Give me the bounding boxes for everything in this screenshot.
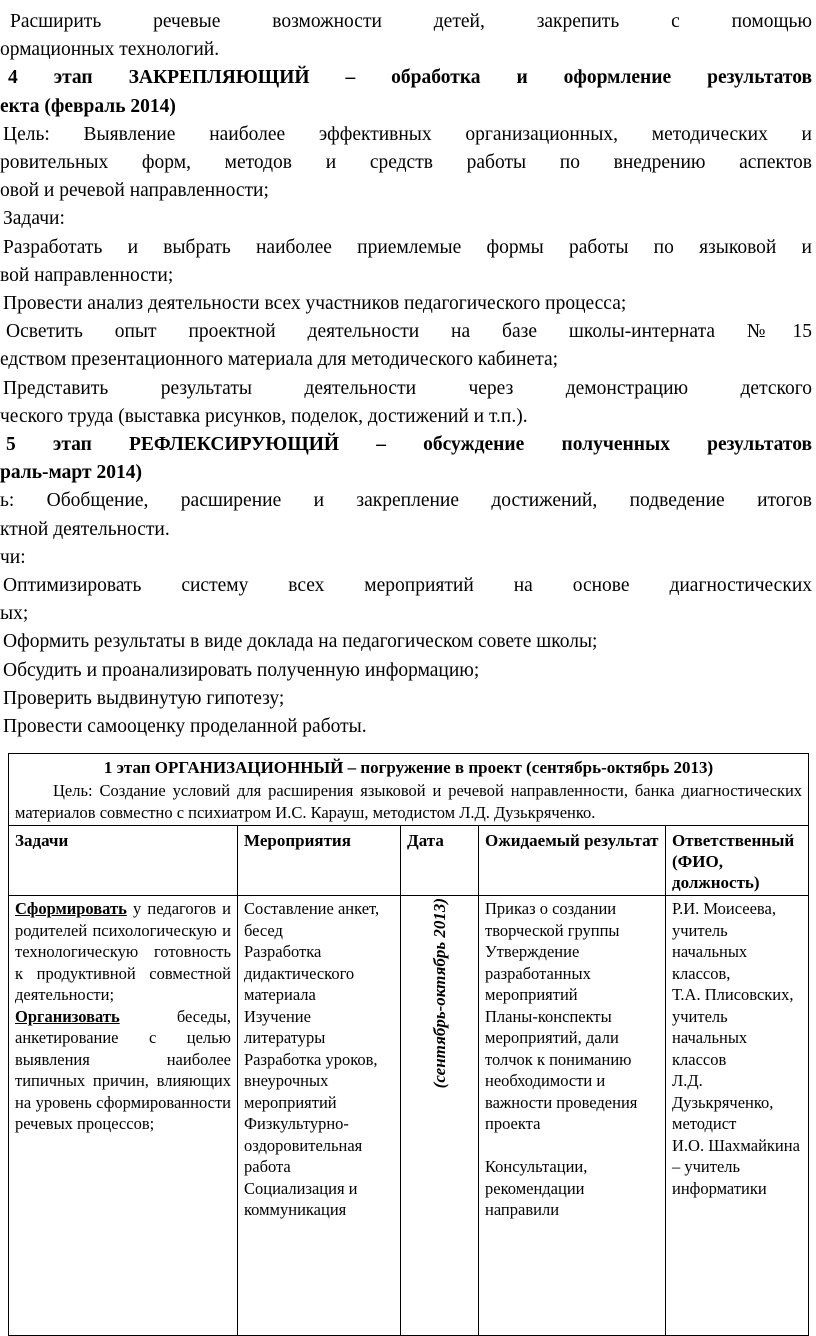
text-line: ых; [0,603,29,625]
text-line: ческого труда (выставка рисунков, поделок, достижений и т.п.). [0,405,528,427]
stage-title: 1 этап ОРГАНИЗАЦИОННЫЙ – погружение в проект (сентябрь-октябрь 2013) [103,758,714,778]
stage-table [8,753,809,1336]
text-line: Осветить опыт проектной деятельности на базе школы-интерната №15 [6,321,812,343]
text-line: Задачи: [3,208,65,230]
responsible-item: Р.И. Моисеева, учитель начальных классов, [672,899,776,983]
text-line: Провести самооценку проделанной работы. [3,716,367,738]
expected-result-item [485,1135,659,1157]
stage-goal: Цель: Создание условий для расширения языковой и речевой направленности, банка диагностических материалов совместно с психиатром И.С. Карауш, методистом Л.Д. Дузькряченко. [15,781,803,822]
activity-item: Физкультурно-оздоровительная работа [244,1114,363,1177]
text-line: едством презентационного материала для методического кабинета; [0,349,559,371]
text-line: ормационных технологий. [0,39,220,61]
activity-item: Разработка дидактического материала [244,942,355,1005]
text-line: Провести анализ деятельности всех участников педагогического процесса; [3,293,627,315]
activity-item: Составление анкет, бесед [244,899,380,940]
header-activities: Мероприятия [238,826,401,896]
text-line: Обсудить и проанализировать полученную информацию; [3,659,480,681]
expected-result-item: Консультации, рекомендации направили [485,1157,588,1220]
date-cell [401,896,479,1336]
tasks-cell [9,896,238,1336]
text-line: 5 этап РЕФЛЕКСИРУЮЩИЙ – обсуждение полученных результатов [6,434,812,456]
expected-result-item: Утверждение разработанных мероприятий [485,942,591,1005]
expected-result-item: Приказ о создании творческой группы [485,899,620,940]
activities-cell [238,896,401,1336]
text-line: Расширить речевые возможности детей, закрепить с помощью [10,11,812,32]
text-line: Проверить выдвинутую гипотезу; [3,687,285,709]
expected-result-item: Планы-конспекты мероприятий, дали толчок к пониманию необходимости и важности проведения проекта [485,1006,638,1134]
text-line: вой направленности; [0,264,174,286]
text-line: Цель: Выявление наиболее эффективных организационных, методических и [3,123,812,145]
task-paragraph [15,1006,231,1135]
activity-item: Разработка уроков, внеурочных мероприятий [244,1049,378,1112]
activity-item: Изучение литературы [244,1006,326,1048]
stage-title-cell [9,754,809,826]
task-paragraph [15,898,231,1006]
header-tasks: Задачи [9,826,238,896]
task-text: у педагогов и родителей психологическую и технологическую готовность к продуктивной совместной деятельности; [15,899,231,1005]
activity-item: Социализация и коммуникация [244,1178,358,1220]
text-line: 4 этап ЗАКРЕПЛЯЮЩИЙ – обработка и оформление результатов [8,67,812,89]
text-line: ровительных форм, методов и средств работы по внедрению аспектов [0,152,812,174]
header-date: Дата [401,826,479,896]
text-line: чи: [0,546,26,568]
responsible-item: Т.А. Плисовских, учитель начальных классов [672,985,794,1069]
text-line: овой и речевой направленности; [0,180,269,202]
responsible-item: И.О. Шахмайкина – учитель информатики [672,1135,800,1198]
date-rotated-text: (сентябрь-октябрь 2013) [429,898,449,1089]
text-line: ь: Обобщение, расширение и закрепление достижений, подведение итогов [0,490,812,512]
header-expected-result: Ожидаемый результат [479,826,666,896]
text-line: раль-март 2014) [0,462,142,484]
table-header-row [9,826,809,896]
text-line: Представить результаты деятельности через демонстрацию детского [3,377,812,399]
task-lead-word: Сформировать [15,899,127,919]
task-lead-word: Организовать [15,1006,120,1026]
text-line: Оптимизировать систему всех мероприятий на основе диагностических [3,575,812,597]
text-line: ктной деятельности. [0,518,170,540]
responsible-cell [666,896,809,1336]
table-content-row [9,896,809,1336]
header-responsible: Ответственный (ФИО, должность) [666,826,809,896]
expected-result-cell [479,896,666,1336]
stage-title-row [9,754,809,826]
text-line: Оформить результаты в виде доклада на педагогическом совете школы; [3,631,598,653]
text-line: Разработать и выбрать наиболее приемлемые формы работы по языковой и [3,236,812,258]
text-line: екта (февраль 2014) [0,95,176,117]
responsible-item: Л.Д. Дузькряченко, методист [672,1071,774,1134]
task-text: беседы, анкетирование с целью выявления наиболее типичных причин, влияющих на уровень сформированности речевых процессов; [15,1006,231,1134]
